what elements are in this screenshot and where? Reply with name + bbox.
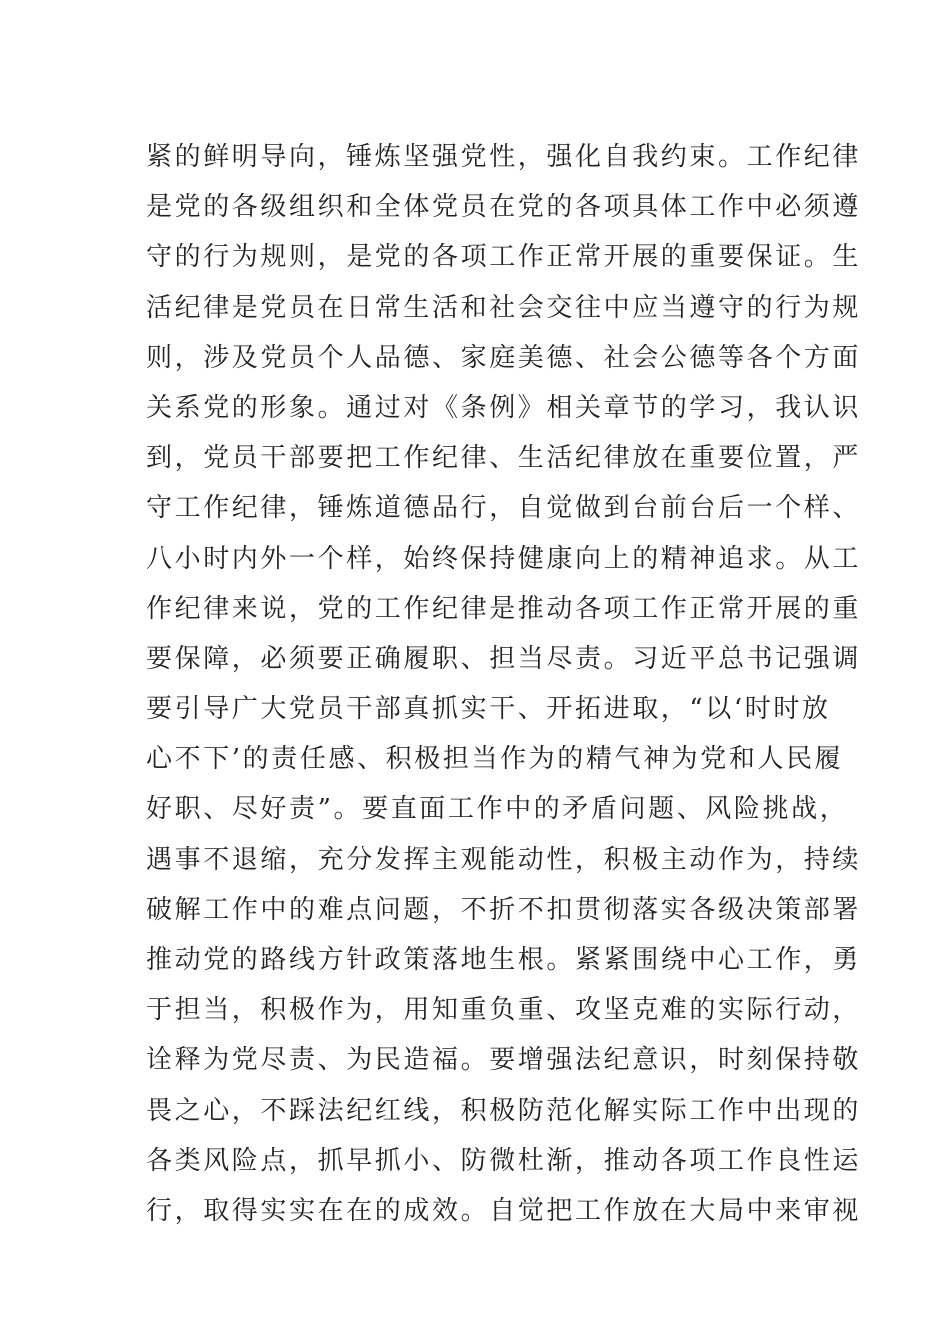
text-line: 心不下’的责任感、积极担当作为的精气神为党和人民履 <box>146 744 844 775</box>
text-line: 守工作纪律，锤炼道德品行，自觉做到台前台后一个样、 <box>146 493 862 524</box>
text-line: 各类风险点，抓早抓小、防微杜渐，推动各项工作良性运 <box>146 1145 862 1176</box>
text-line: 则，涉及党员个人品德、家庭美德、社会公德等各个方面 <box>146 342 862 373</box>
text-line: 遇事不退缩，充分发挥主观能动性，积极主动作为，持续 <box>146 844 862 875</box>
text-line: 于担当，积极作为，用知重负重、攻坚克难的实际行动， <box>146 995 862 1026</box>
text-line: 推动党的路线方针政策落地生根。紧紧围绕中心工作，勇 <box>146 945 862 975</box>
text-line: 行，取得实实在在的成效。自觉把工作放在大局中来审视 <box>146 1195 862 1226</box>
text-line: 作纪律来说，党的工作纪律是推动各项工作正常开展的重 <box>146 593 862 624</box>
text-line: 八小时内外一个样，始终保持健康向上的精神追求。从工 <box>146 543 862 574</box>
text-line: 活纪律是党员在日常生活和社会交往中应当遵守的行为规 <box>146 292 862 323</box>
text-line: 紧的鲜明导向，锤炼坚强党性，强化自我约束。工作纪律 <box>146 142 862 172</box>
text-line: 好职、尽好责”。要直面工作中的矛盾问题、风险挑战， <box>146 794 849 825</box>
text-line: 畏之心，不踩法纪红线，积极防范化解实际工作中出现的 <box>146 1095 862 1126</box>
text-line: 要保障，必须要正确履职、担当尽责。习近平总书记强调 <box>146 643 862 674</box>
body-text <box>146 132 862 1236</box>
text-line: 守的行为规则，是党的各项工作正常开展的重要保证。生 <box>146 242 862 273</box>
text-line: 破解工作中的难点问题，不折不扣贯彻落实各级决策部署 <box>146 894 862 925</box>
text-line: 要引导广大党员干部真抓实干、开拓进取，“以‘时时放 <box>146 694 831 725</box>
text-line: 诠释为党尽责、为民造福。要增强法纪意识，时刻保持敬 <box>146 1045 862 1076</box>
text-line: 关系党的形象。通过对《条例》相关章节的学习，我认识 <box>146 392 862 423</box>
text-line: 到，党员干部要把工作纪律、生活纪律放在重要位置，严 <box>146 443 862 474</box>
text-line: 是党的各级组织和全体党员在党的各项具体工作中必须遵 <box>146 192 862 223</box>
